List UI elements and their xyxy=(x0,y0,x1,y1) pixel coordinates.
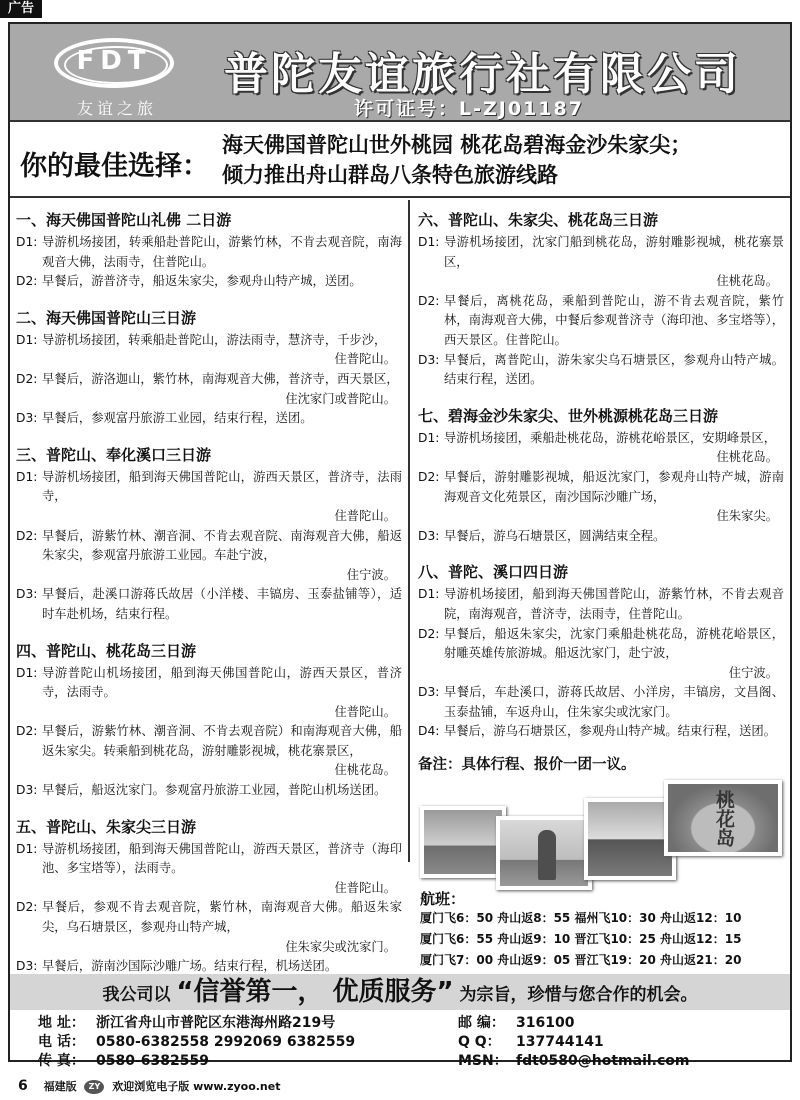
msn-label: MSN： xyxy=(458,1053,508,1069)
phone-label: 电 话： xyxy=(38,1034,85,1050)
route-block xyxy=(418,404,784,547)
day-label: D2: xyxy=(16,724,38,739)
overnight-stay: 住朱家尖或沈家门。 xyxy=(285,939,396,954)
route-block xyxy=(16,208,402,292)
routes-left-column xyxy=(16,208,402,991)
day-text: 早餐后，参观不肯去观音院，紫竹林，南海观音大佛。船返朱家尖，乌石塘景区，参观舟山特产城， xyxy=(42,900,402,935)
route-block xyxy=(16,815,402,977)
flight-line: 厦门飞6：50 舟山返8：55 福州飞10：30 舟山返12：10 xyxy=(420,911,742,925)
company-name: 普陀友谊旅行社有限公司 xyxy=(224,49,741,100)
itinerary-day xyxy=(418,429,784,468)
overnight-stay: 住普陀山。 xyxy=(334,704,396,719)
day-text: 早餐后，离普陀山，游朱家尖乌石塘景区，参观舟山特产城。结束行程，送团。 xyxy=(444,352,784,387)
slogan xyxy=(222,130,691,190)
day-text: 导游机场接团，沈家门船到桃花岛，游射雕影视城，桃花寨景区， xyxy=(444,235,784,269)
day-text: 早餐后，赴溪口游蒋氏故居（小洋楼、丰镐房、玉泰盐铺等），适时车赴机场，结束行程。 xyxy=(42,587,402,621)
day-label: D3: xyxy=(418,352,440,367)
itinerary-day xyxy=(418,683,784,722)
day-text: 导游机场接团，乘船赴桃花岛，游桃花峪景区，安期峰景区， xyxy=(444,430,777,445)
day-label: D2: xyxy=(418,469,440,484)
itinerary-day xyxy=(16,898,402,957)
overnight-stay: 住朱家尖。 xyxy=(716,509,778,524)
day-label: D4: xyxy=(418,724,440,739)
logo-text: FDT xyxy=(76,46,152,76)
edition-label: 福建版 xyxy=(43,1080,77,1093)
rock-inscription: 桃花岛 xyxy=(713,790,735,847)
day-description xyxy=(42,585,402,624)
route-title: 一、海天佛国普陀山礼佛 二日游 xyxy=(16,211,232,229)
itinerary-day xyxy=(418,468,784,527)
day-label: D3: xyxy=(418,528,440,543)
route-block xyxy=(418,560,784,742)
day-text: 早餐后，游普济寺，船返朱家尖，参观舟山特产城，送团。 xyxy=(42,274,362,289)
day-text: 导游机场接团，转乘船赴普陀山，游法雨寺，慧济寺，千步沙， xyxy=(42,332,387,347)
day-description xyxy=(444,625,784,684)
day-description xyxy=(42,409,402,429)
itinerary-day xyxy=(16,233,402,272)
motto-prefix: 我公司以 xyxy=(102,985,171,1005)
day-text: 导游机场接团，船到海天佛国普陀山，游紫竹林，不肯去观音院，南海观音，普济寺，法雨寺，住普陀山。 xyxy=(444,587,784,621)
day-description xyxy=(42,840,402,899)
day-description xyxy=(444,233,784,292)
day-description xyxy=(444,351,784,390)
itinerary-day xyxy=(16,272,402,292)
day-text: 早餐后，船返朱家尖，沈家门乘船赴桃花岛，游桃花峪景区，射雕英雄传旅游城。船返沈家门，赴宁波， xyxy=(444,626,784,661)
day-label: D2: xyxy=(418,293,440,308)
itinerary-day xyxy=(16,781,402,801)
itinerary-day xyxy=(418,585,784,624)
publisher-logo-icon: ZY xyxy=(84,1080,104,1094)
photo-rocks xyxy=(584,798,676,880)
itinerary-day xyxy=(16,664,402,723)
route-title: 四、普陀山、桃花岛三日游 xyxy=(16,641,197,660)
route-block xyxy=(16,306,402,429)
day-text: 早餐后，离桃花岛，乘船到普陀山，游不肯去观音院，紫竹林，南海观音大佛，中餐后参观普济寺（海印池、多宝塔等），西天景区。住普陀山。 xyxy=(444,293,784,347)
route-block xyxy=(16,443,402,625)
day-text: 导游普陀山机场接团，船到海天佛国普陀山，游西天景区，普济寺，法雨寺。 xyxy=(42,665,402,700)
route-title: 二、海天佛国普陀山三日游 xyxy=(16,308,197,327)
day-description xyxy=(444,585,784,624)
day-text: 早餐后，游乌石塘景区，圆满结束全程。 xyxy=(444,528,666,543)
advertisement-frame xyxy=(8,22,792,1069)
day-text: 早餐后，游射雕影视城，船返沈家门，参观舟山特产城，游南海观音文化苑景区，南沙国际沙雕广场， xyxy=(444,469,784,504)
day-text: 导游机场接团，转乘船赴普陀山，游紫竹林，不肯去观音院，南海观音大佛，法雨寺，住普陀山。 xyxy=(42,235,402,269)
day-label: D3: xyxy=(16,411,38,426)
day-description xyxy=(444,683,784,722)
fax-label: 传 真： xyxy=(38,1053,85,1069)
slogan-line-2: 倾力推出舟山群岛八条特色旅游线路 xyxy=(222,163,558,187)
itinerary-day xyxy=(16,468,402,527)
zip-value: 316100 xyxy=(516,1015,575,1031)
zip-label: 邮 编： xyxy=(458,1015,505,1031)
fax-value: 0580-6382559 xyxy=(96,1053,209,1069)
day-label: D2: xyxy=(16,371,38,386)
address-row xyxy=(38,1014,335,1033)
address-label: 地 址： xyxy=(38,1015,85,1031)
day-description xyxy=(42,898,402,957)
day-description xyxy=(42,468,402,527)
qq-row xyxy=(458,1033,604,1052)
day-text: 早餐后，游南沙国际沙雕广场。结束行程，机场送团。 xyxy=(42,959,338,974)
logo-subtitle: 友谊之旅 xyxy=(76,99,157,118)
day-label: D3: xyxy=(16,783,38,798)
day-label: D3: xyxy=(16,587,38,602)
day-label: D1: xyxy=(418,235,440,249)
photo-guanyin-statue xyxy=(496,816,592,890)
overnight-stay: 住沈家门或普陀山。 xyxy=(285,391,396,406)
route-title: 六、普陀山、朱家尖、桃花岛三日游 xyxy=(418,211,659,229)
day-label: D1: xyxy=(16,665,38,680)
day-text: 导游机场接团，船到海天佛国普陀山，游西天景区，普济寺（海印池、多宝塔等），法雨寺。 xyxy=(42,841,402,876)
day-label: D3: xyxy=(418,685,440,700)
license-number: 许可证号：L-ZJ01187 xyxy=(354,98,584,120)
page-footer xyxy=(18,1078,281,1094)
motto-banner xyxy=(10,974,790,1010)
day-text: 早餐后，游乌石塘景区，参观舟山特产城。结束行程，送团。 xyxy=(444,724,777,739)
day-label: D2: xyxy=(418,626,440,641)
itinerary-day xyxy=(418,625,784,684)
overnight-stay: 住桃花岛。 xyxy=(334,763,396,778)
day-text: 早餐后，车赴溪口，游蒋氏故居、小洋房，丰镐房，文昌阁、玉泰盐铺，车返舟山，住朱家尖或沈家门。 xyxy=(444,685,784,719)
motto-strong: “信誉第一， 优质服务” xyxy=(176,977,454,1007)
day-label: D2: xyxy=(16,528,38,543)
overnight-stay: 住桃花岛。 xyxy=(716,274,778,289)
itinerary-day xyxy=(418,351,784,390)
route-block xyxy=(418,208,784,390)
routes-right-column xyxy=(418,208,784,776)
qq-label: Q Q： xyxy=(458,1034,501,1050)
day-description xyxy=(444,292,784,351)
itinerary-day xyxy=(418,292,784,351)
overnight-stay: 住普陀山。 xyxy=(334,352,396,367)
route-title: 八、普陀、溪口四日游 xyxy=(418,563,569,582)
day-description xyxy=(42,272,402,292)
msn-value: fdt0580@hotmail.com xyxy=(516,1053,690,1069)
phone-row xyxy=(38,1033,355,1052)
day-text: 早餐后，游紫竹林、潮音洞、不肯去观音院）和南海观音大佛，船返朱家尖。转乘船到桃花岛，游射雕影视城，桃花寨景区， xyxy=(42,724,402,758)
day-text: 导游机场接团，船到海天佛国普陀山，游西天景区，普济寺，法雨寺， xyxy=(42,469,402,504)
zip-row xyxy=(458,1014,574,1033)
itinerary-day xyxy=(16,527,402,586)
route-title: 七、碧海金沙朱家尖、世外桃源桃花岛三日游 xyxy=(418,406,719,425)
itinerary-day xyxy=(16,331,402,370)
qq-value: 137744141 xyxy=(516,1034,604,1050)
flights-title: 航班： xyxy=(420,890,466,908)
page-number: 6 xyxy=(18,1078,28,1094)
slogan-line-1: 海天佛国普陀山世外桃园 桃花岛碧海金沙朱家尖； xyxy=(222,133,692,157)
overnight-stay: 住普陀山。 xyxy=(334,508,396,523)
itinerary-day xyxy=(16,409,402,429)
day-description xyxy=(42,781,402,801)
day-text: 早餐后，游紫竹林、潮音洞、不肯去观音院、南海观音大佛，船返朱家尖，参观富丹旅游工业园。车赴宁波， xyxy=(42,528,402,563)
msn-row xyxy=(458,1052,690,1071)
route-title: 五、普陀山、朱家尖三日游 xyxy=(16,817,197,836)
address-value: 浙江省舟山市普陀区东港海州路219号 xyxy=(96,1015,336,1031)
motto-suffix: 为宗旨，珍惜与您合作的机会。 xyxy=(459,985,698,1005)
photo-seaside xyxy=(420,806,506,878)
overnight-stay: 住宁波。 xyxy=(346,567,396,582)
day-description xyxy=(42,722,402,781)
itinerary-day xyxy=(418,722,784,742)
day-description xyxy=(444,722,784,742)
day-text: 早餐后，参观富丹旅游工业园，结束行程，送团。 xyxy=(42,411,313,426)
divider xyxy=(10,196,790,198)
day-label: D1: xyxy=(16,469,38,484)
itinerary-day xyxy=(16,585,402,624)
day-label: D1: xyxy=(418,587,440,602)
day-label: D1: xyxy=(16,841,38,856)
day-label: D3: xyxy=(16,959,38,974)
itinerary-day xyxy=(16,722,402,781)
column-divider xyxy=(408,200,410,862)
route-title: 三、普陀山、奉化溪口三日游 xyxy=(16,445,212,464)
slogan-label: 你的最佳选择： xyxy=(20,151,209,182)
day-description xyxy=(42,527,402,586)
photo-collage xyxy=(420,780,786,892)
day-description xyxy=(42,370,402,409)
day-label: D1: xyxy=(16,332,38,347)
ad-tag: 广告 xyxy=(0,0,42,18)
day-label: D2: xyxy=(16,274,38,289)
itinerary-day xyxy=(418,527,784,547)
flight-line: 厦门飞6：55 舟山返9：10 晋江飞10：25 舟山返12：15 xyxy=(420,932,742,946)
day-description xyxy=(42,331,402,370)
overnight-stay: 住桃花岛。 xyxy=(716,450,778,465)
day-label: D2: xyxy=(16,900,38,915)
phone-value: 0580-6382558 2992069 6382559 xyxy=(96,1034,356,1050)
day-text: 早餐后，游洛迦山，紫竹林，南海观音大佛，普济寺，西天景区， xyxy=(42,371,399,386)
photo-peach-blossom-island-rock xyxy=(664,780,782,856)
day-label: D1: xyxy=(418,430,440,445)
day-description xyxy=(42,664,402,723)
website-text: 欢迎浏览电子版 www.zyoo.net xyxy=(112,1080,281,1093)
header-banner xyxy=(10,24,790,122)
flight-schedule xyxy=(420,908,786,971)
day-description xyxy=(444,468,784,527)
day-description xyxy=(42,233,402,272)
day-description xyxy=(444,429,784,468)
fax-row xyxy=(38,1052,209,1071)
itinerary-day xyxy=(16,370,402,409)
itinerary-day xyxy=(418,233,784,292)
day-description xyxy=(444,527,784,547)
note: 备注：具体行程、报价一团一议。 xyxy=(418,757,636,774)
itinerary-day xyxy=(16,840,402,899)
overnight-stay: 住宁波。 xyxy=(728,665,778,680)
day-text: 早餐后，船返沈家门。参观富丹旅游工业园，普陀山机场送团。 xyxy=(42,783,387,798)
flight-line: 厦门飞7：00 舟山返9：05 晋江飞19：20 舟山返21：20 xyxy=(420,953,742,967)
route-block xyxy=(16,639,402,801)
day-label: D1: xyxy=(16,235,38,249)
overnight-stay: 住普陀山。 xyxy=(334,880,396,895)
